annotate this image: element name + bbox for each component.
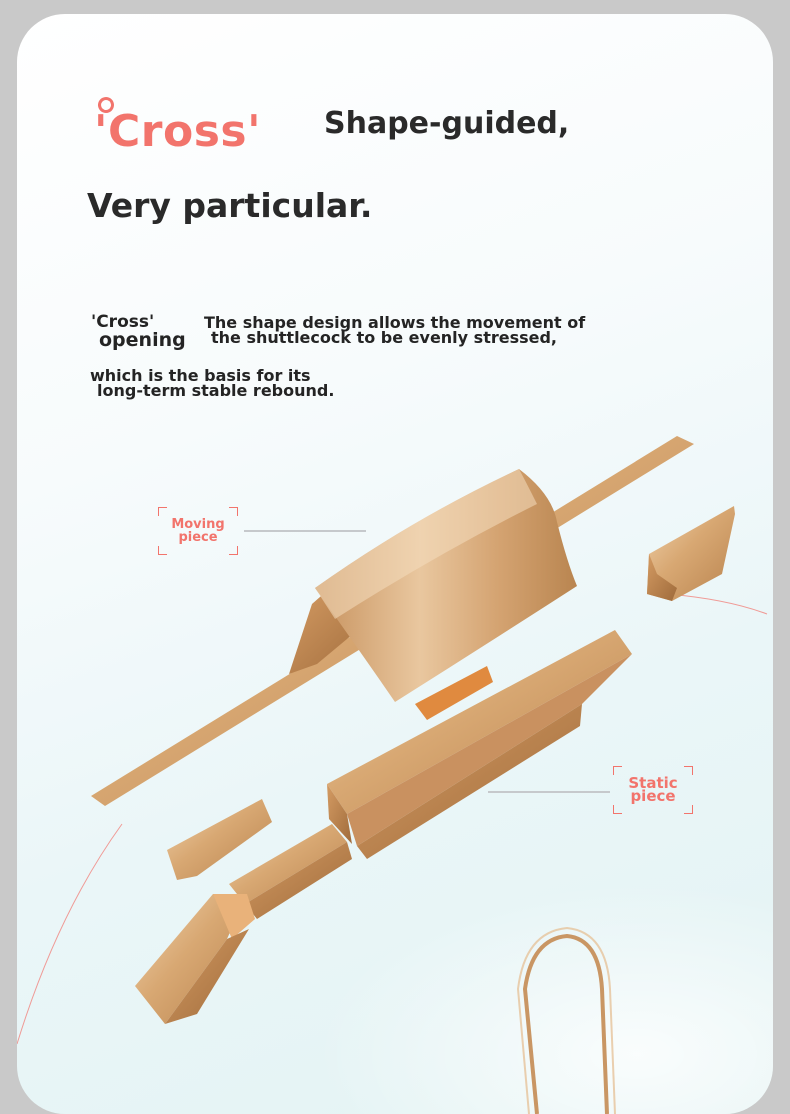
feature-label-line2: opening: [99, 329, 186, 351]
feature-body-line2: long-term stable rebound.: [97, 381, 335, 400]
static-foot-top: [167, 799, 272, 880]
static-piece-leader-line: [488, 791, 610, 793]
feature-label-line1: 'Cross': [91, 312, 155, 332]
spring-clip-illustration: [17, 14, 773, 1114]
feature-desc-line2: the shuttlecock to be evenly stressed,: [211, 328, 558, 347]
decor-arc-right: [667, 594, 767, 614]
shape-guided-headline: Shape-guided,: [324, 106, 570, 141]
cross-headline: 'Cross': [94, 106, 262, 157]
moving-piece-leader-line: [244, 530, 366, 532]
moving-piece-label-line2: piece: [178, 530, 218, 545]
moving-piece-label-line1: Moving: [171, 517, 225, 532]
product-card: [17, 14, 773, 1114]
feature-desc-line1: The shape design allows the movement of: [204, 313, 586, 332]
static-piece-label-line2: piece: [630, 787, 676, 805]
static-piece-label-line1: Static: [628, 774, 678, 792]
decor-arc-left: [17, 824, 122, 1044]
static-piece-callout: [613, 766, 693, 814]
moving-piece-callout: [158, 507, 238, 555]
very-particular-headline: Very particular.: [87, 186, 373, 225]
feature-body-line1: which is the basis for its: [90, 366, 311, 385]
